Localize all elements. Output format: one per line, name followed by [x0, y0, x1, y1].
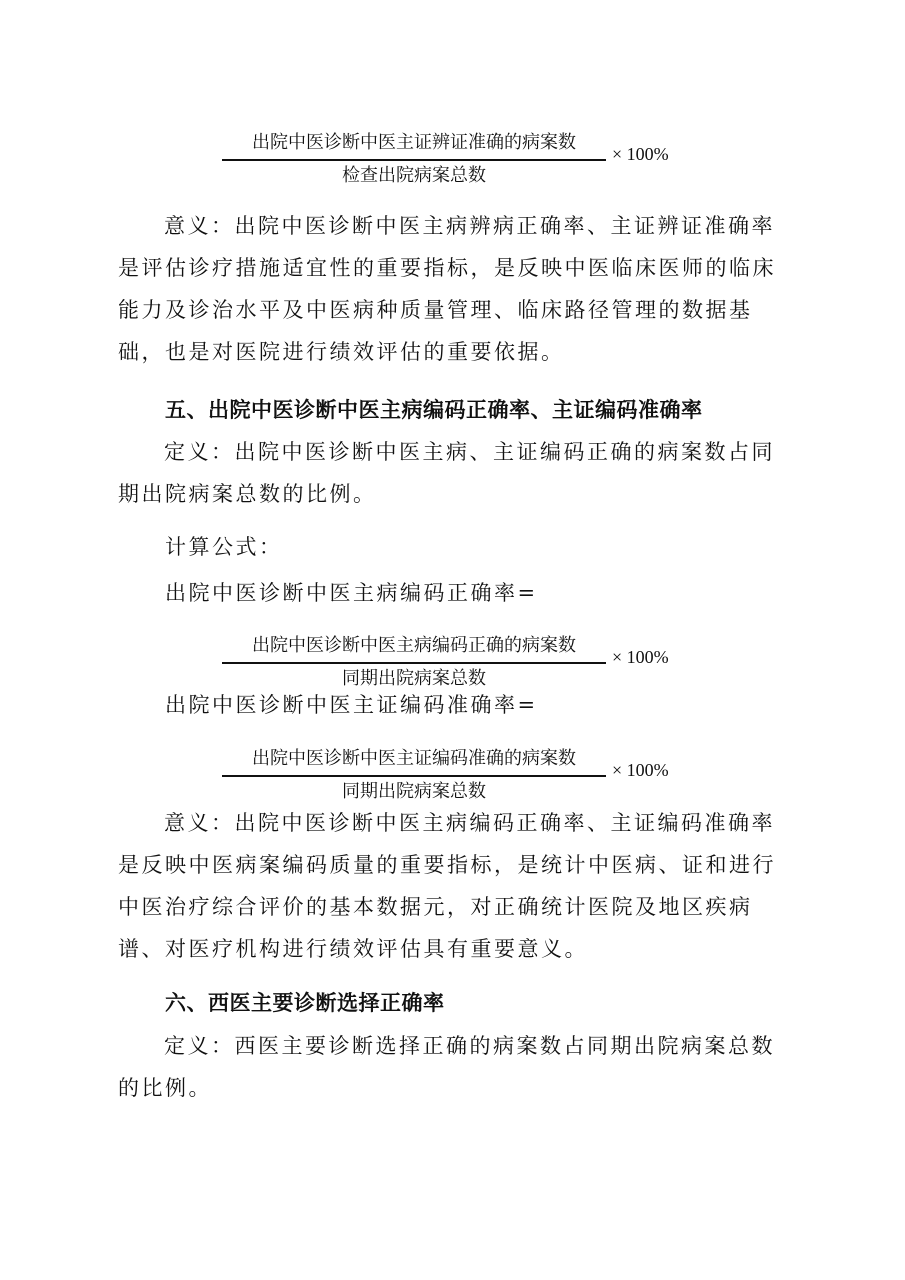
numerator: 出院中医诊断中医主病编码正确的病案数 [252, 635, 576, 656]
definition-paragraph-5: 定义：出院中医诊断中医主病、主证编码正确的病案数占同期出院病案总数的比例。 [118, 440, 775, 506]
denominator: 同期出院病案总数 [342, 780, 486, 802]
numerator: 出院中医诊断中医主证编码准确的病案数 [252, 748, 576, 769]
formula-tcm-syndrome-accuracy [222, 128, 692, 188]
numerator: 出院中医诊断中医主证辨证准确的病案数 [252, 132, 576, 153]
formula-b-label: 出院中医诊断中医主证编码准确率= [165, 693, 538, 717]
multiplier: × 100% [612, 760, 669, 780]
formula-tcm-syndrome-coding [222, 744, 692, 804]
fraction [222, 631, 606, 692]
formula-tcm-disease-coding [222, 631, 692, 691]
denominator: 同期出院病案总数 [342, 667, 486, 689]
fraction-bar [222, 662, 606, 664]
meaning-paragraph-1: 意义：出院中医诊断中医主病辨病正确率、主证辨证准确率是评估诊疗措施适宜性的重要指标，是反映中医临床医师的临床能力及诊治水平及中医病种质量管理、临床路径管理的数据基础，也是对医院进行绩效评估的重要依据。 [118, 214, 776, 364]
fraction [222, 128, 606, 189]
calc-label: 计算公式： [165, 535, 283, 559]
meaning-paragraph-5: 意义：出院中医诊断中医主病编码正确率、主证编码准确率是反映中医病案编码质量的重要指标，是统计中医病、证和进行中医治疗综合评价的基本数据元，对正确统计医院及地区疾病谱、对医疗机构进行绩效评估具有重要意义。 [118, 811, 776, 961]
multiplier: × 100% [612, 647, 669, 667]
section-heading-6: 六、西医主要诊断选择正确率 [165, 991, 445, 1015]
fraction-bar [222, 775, 606, 777]
definition-paragraph-6: 定义：西医主要诊断选择正确的病案数占同期出院病案总数的比例。 [118, 1034, 775, 1100]
section-heading-5: 五、出院中医诊断中医主病编码正确率、主证编码准确率 [165, 398, 703, 422]
formula-a-label: 出院中医诊断中医主病编码正确率= [165, 581, 538, 605]
multiplier: × 100% [612, 144, 669, 164]
denominator: 检查出院病案总数 [342, 164, 486, 186]
fraction [222, 744, 606, 805]
fraction-bar [222, 159, 606, 161]
